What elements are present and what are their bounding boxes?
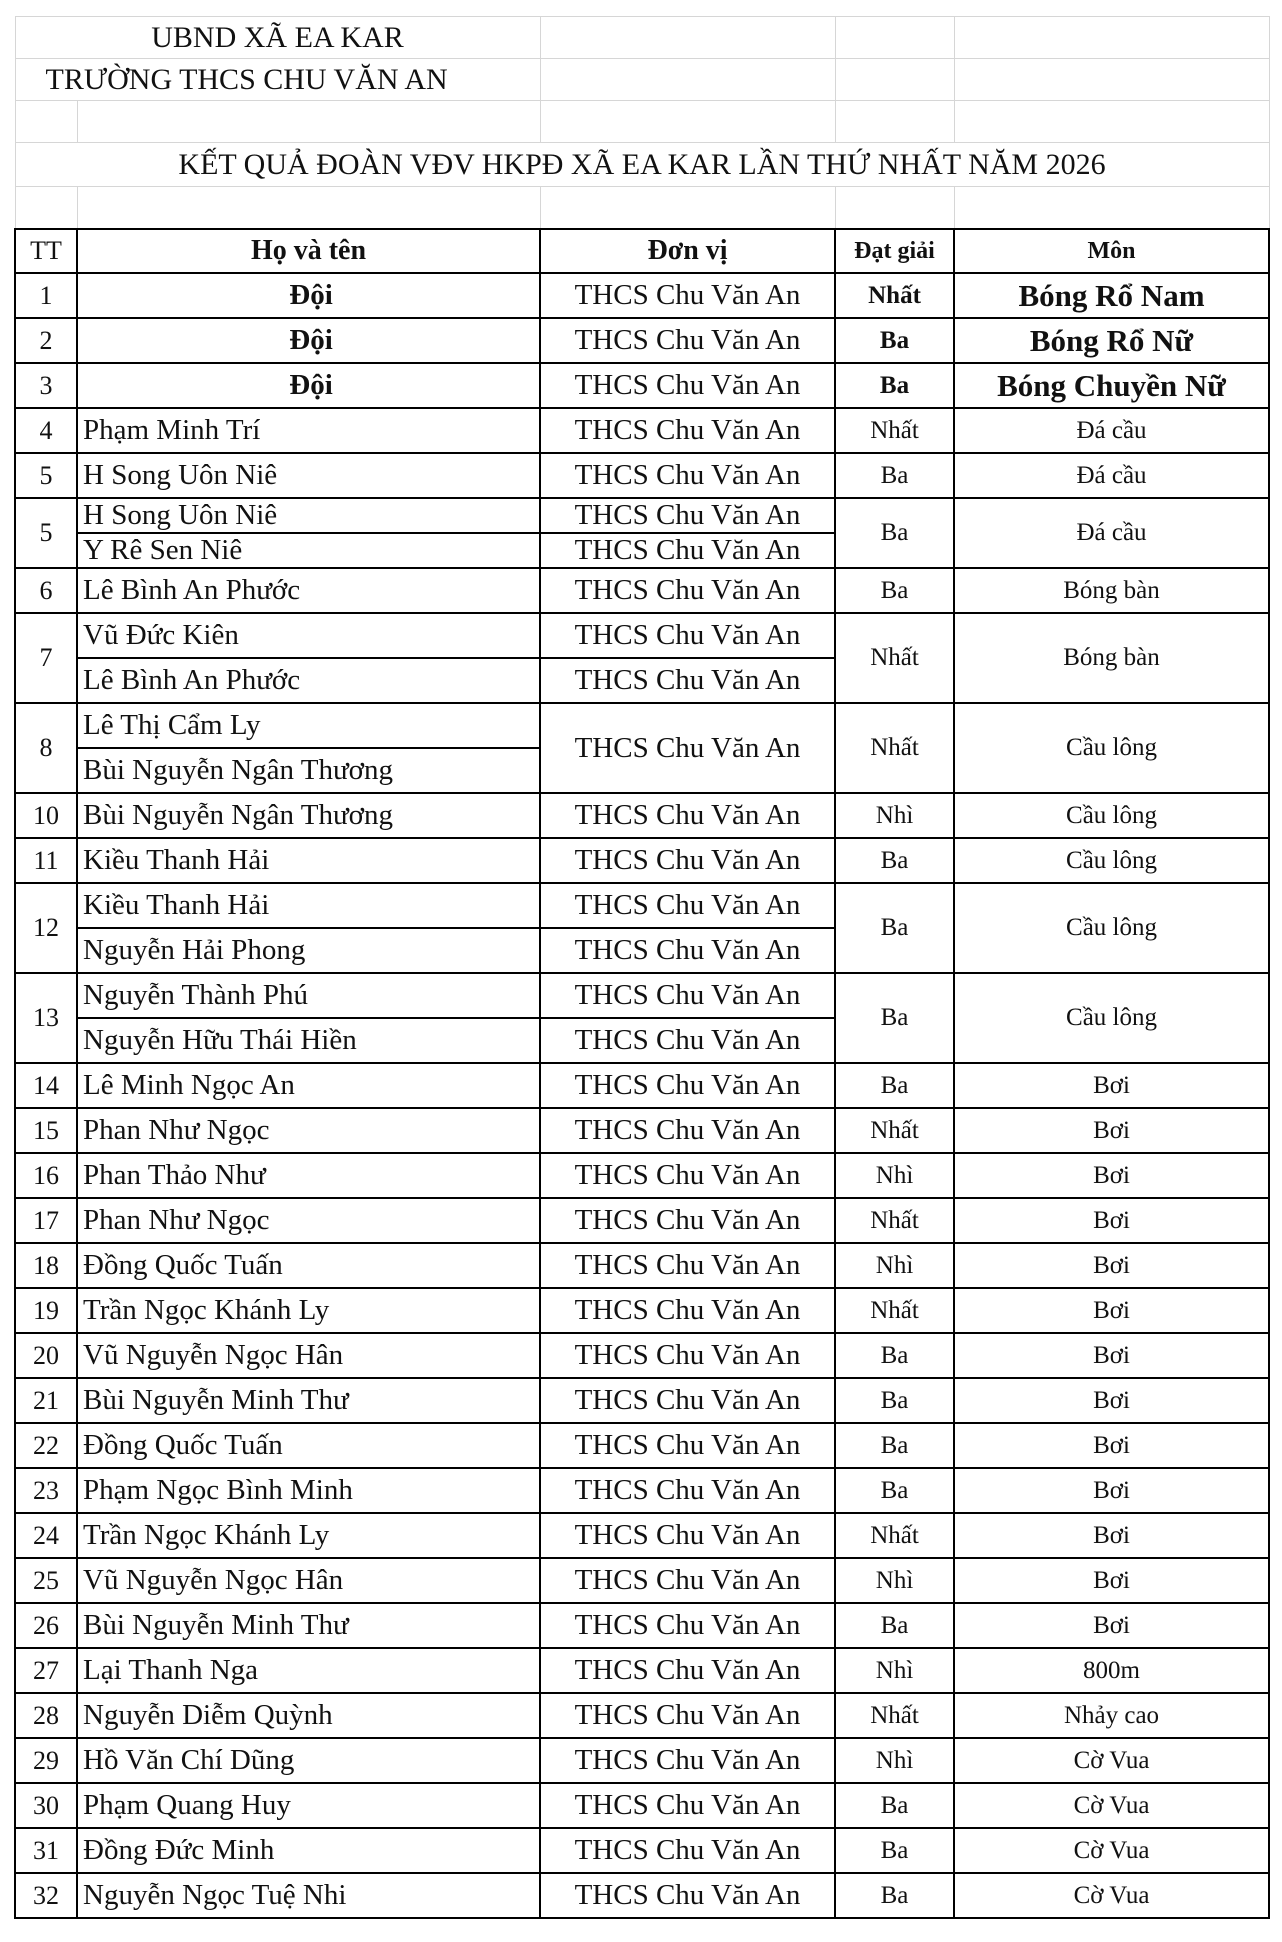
- award-cell[interactable]: Ba: [835, 1378, 954, 1423]
- sport-cell[interactable]: 800m: [954, 1648, 1269, 1693]
- name-cell[interactable]: Phạm Minh Trí: [77, 408, 540, 453]
- table-row: [15, 1873, 1269, 1918]
- award-cell[interactable]: Ba: [835, 1873, 954, 1918]
- name-cell[interactable]: Kiều Thanh Hải: [77, 883, 540, 928]
- row-number-cell[interactable]: 32: [15, 1873, 77, 1918]
- empty-cell[interactable]: [954, 17, 1269, 59]
- unit-cell[interactable]: THCS Chu Văn An: [540, 1468, 835, 1513]
- column-header-tt[interactable]: TT: [15, 229, 77, 273]
- header-row-2: [15, 59, 1269, 101]
- unit-cell[interactable]: THCS Chu Văn An: [540, 453, 835, 498]
- unit-cell[interactable]: THCS Chu Văn An: [540, 1108, 835, 1153]
- sport-cell[interactable]: Bơi: [954, 1063, 1269, 1108]
- name-cell[interactable]: Đồng Quốc Tuấn: [77, 1423, 540, 1468]
- name-cell[interactable]: Phan Thảo Như: [77, 1153, 540, 1198]
- row-number-cell[interactable]: 7: [15, 613, 77, 703]
- award-cell[interactable]: Ba: [835, 318, 954, 363]
- name-cell[interactable]: Hồ Văn Chí Dũng: [77, 1738, 540, 1783]
- table-row: [15, 1513, 1269, 1558]
- sport-cell[interactable]: Cầu lông: [954, 883, 1269, 973]
- row-number-cell[interactable]: 29: [15, 1738, 77, 1783]
- row-number-cell[interactable]: 2: [15, 318, 77, 363]
- results-table: [14, 16, 1270, 1919]
- empty-cell[interactable]: [954, 101, 1269, 143]
- award-cell[interactable]: Ba: [835, 1063, 954, 1108]
- award-cell[interactable]: Nhất: [835, 1513, 954, 1558]
- sport-cell[interactable]: Cầu lông: [954, 793, 1269, 838]
- sport-cell[interactable]: Bơi: [954, 1603, 1269, 1648]
- document-title[interactable]: KẾT QUẢ ĐOÀN VĐV HKPĐ XÃ EA KAR LẦN THỨ NHẤT NĂM 2026: [15, 143, 1269, 187]
- row-number-cell[interactable]: 3: [15, 363, 77, 408]
- unit-cell[interactable]: THCS Chu Văn An: [540, 1423, 835, 1468]
- unit-cell[interactable]: THCS Chu Văn An: [540, 973, 835, 1018]
- table-row: [15, 1693, 1269, 1738]
- name-cell[interactable]: Phan Như Ngọc: [77, 1108, 540, 1153]
- name-cell[interactable]: H Song Uôn Niê: [77, 453, 540, 498]
- name-cell[interactable]: Nguyễn Ngọc Tuệ Nhi: [77, 1873, 540, 1918]
- empty-cell[interactable]: [540, 101, 835, 143]
- table-row: [15, 793, 1269, 838]
- table-row: [15, 1423, 1269, 1468]
- empty-cell[interactable]: [835, 17, 954, 59]
- row-number-cell[interactable]: 8: [15, 703, 77, 793]
- column-header-sport[interactable]: Môn: [954, 229, 1269, 273]
- row-number-cell[interactable]: 18: [15, 1243, 77, 1288]
- award-cell[interactable]: Ba: [835, 363, 954, 408]
- table-row: [15, 1738, 1269, 1783]
- award-cell[interactable]: Nhì: [835, 1648, 954, 1693]
- unit-cell[interactable]: THCS Chu Văn An: [540, 1738, 835, 1783]
- row-number-cell[interactable]: 15: [15, 1108, 77, 1153]
- table-row: [15, 1828, 1269, 1873]
- unit-cell[interactable]: THCS Chu Văn An: [540, 658, 835, 703]
- row-number-cell[interactable]: 11: [15, 838, 77, 883]
- unit-cell[interactable]: THCS Chu Văn An: [540, 703, 835, 793]
- award-cell[interactable]: Ba: [835, 568, 954, 613]
- row-number-cell[interactable]: 13: [15, 973, 77, 1063]
- name-cell[interactable]: Phạm Ngọc Bình Minh: [77, 1468, 540, 1513]
- name-cell[interactable]: Vũ Nguyễn Ngọc Hân: [77, 1333, 540, 1378]
- empty-cell[interactable]: [77, 187, 540, 230]
- sport-cell[interactable]: Cờ Vua: [954, 1783, 1269, 1828]
- unit-cell[interactable]: THCS Chu Văn An: [540, 1288, 835, 1333]
- row-number-cell[interactable]: 26: [15, 1603, 77, 1648]
- header-row-3: [15, 101, 1269, 143]
- sport-cell[interactable]: Bơi: [954, 1243, 1269, 1288]
- table-row: [15, 1243, 1269, 1288]
- table-row: [15, 408, 1269, 453]
- table-row: [15, 1783, 1269, 1828]
- sport-cell[interactable]: Cờ Vua: [954, 1828, 1269, 1873]
- table-row: [15, 1603, 1269, 1648]
- unit-cell[interactable]: THCS Chu Văn An: [540, 1243, 835, 1288]
- unit-cell[interactable]: THCS Chu Văn An: [540, 1783, 835, 1828]
- row-number-cell[interactable]: 5: [15, 498, 77, 568]
- sport-cell[interactable]: Bơi: [954, 1513, 1269, 1558]
- sport-cell[interactable]: Đá cầu: [954, 498, 1269, 568]
- name-cell[interactable]: Phạm Quang Huy: [77, 1783, 540, 1828]
- row-number-cell[interactable]: 12: [15, 883, 77, 973]
- sport-cell[interactable]: Đá cầu: [954, 408, 1269, 453]
- column-header-unit[interactable]: Đơn vị: [540, 229, 835, 273]
- unit-cell[interactable]: THCS Chu Văn An: [540, 613, 835, 658]
- row-number-cell[interactable]: 5: [15, 453, 77, 498]
- row-number-cell[interactable]: 20: [15, 1333, 77, 1378]
- table-row: [15, 363, 1269, 408]
- row-number-cell[interactable]: 19: [15, 1288, 77, 1333]
- header-row-5: [15, 187, 1269, 230]
- unit-cell[interactable]: THCS Chu Văn An: [540, 1513, 835, 1558]
- award-cell[interactable]: Ba: [835, 1423, 954, 1468]
- name-cell[interactable]: Lại Thanh Nga: [77, 1648, 540, 1693]
- unit-cell[interactable]: THCS Chu Văn An: [540, 568, 835, 613]
- table-row: [15, 613, 1269, 658]
- award-cell[interactable]: Nhất: [835, 703, 954, 793]
- name-cell[interactable]: Lê Minh Ngọc An: [77, 1063, 540, 1108]
- name-cell[interactable]: Đồng Quốc Tuấn: [77, 1243, 540, 1288]
- name-cell[interactable]: Bùi Nguyễn Ngân Thương: [77, 748, 540, 793]
- award-cell[interactable]: Nhì: [835, 1738, 954, 1783]
- name-cell[interactable]: Phan Như Ngọc: [77, 1198, 540, 1243]
- row-number-cell[interactable]: 25: [15, 1558, 77, 1603]
- empty-cell[interactable]: [540, 187, 835, 230]
- name-cell[interactable]: Nguyễn Diễm Quỳnh: [77, 1693, 540, 1738]
- row-number-cell[interactable]: 14: [15, 1063, 77, 1108]
- unit-cell[interactable]: THCS Chu Văn An: [540, 1603, 835, 1648]
- unit-cell[interactable]: THCS Chu Văn An: [540, 1063, 835, 1108]
- column-header-name[interactable]: Họ và tên: [77, 229, 540, 273]
- award-cell[interactable]: Nhất: [835, 1108, 954, 1153]
- name-cell[interactable]: Lê Thị Cẩm Ly: [77, 703, 540, 748]
- award-cell[interactable]: Nhất: [835, 408, 954, 453]
- sport-cell[interactable]: Nhảy cao: [954, 1693, 1269, 1738]
- award-cell[interactable]: Ba: [835, 1603, 954, 1648]
- unit-cell[interactable]: THCS Chu Văn An: [540, 363, 835, 408]
- unit-cell[interactable]: THCS Chu Văn An: [540, 1378, 835, 1423]
- name-cell[interactable]: H Song Uôn Niê: [77, 498, 540, 533]
- unit-cell[interactable]: THCS Chu Văn An: [540, 1153, 835, 1198]
- award-cell[interactable]: Ba: [835, 838, 954, 883]
- row-number-cell[interactable]: 10: [15, 793, 77, 838]
- authority-name[interactable]: UBND XÃ EA KAR: [15, 17, 540, 59]
- award-cell[interactable]: Ba: [835, 498, 954, 568]
- empty-cell[interactable]: [77, 101, 540, 143]
- table-row: [15, 1333, 1269, 1378]
- unit-cell[interactable]: THCS Chu Văn An: [540, 318, 835, 363]
- empty-cell[interactable]: [954, 59, 1269, 101]
- award-cell[interactable]: Ba: [835, 453, 954, 498]
- award-cell[interactable]: Ba: [835, 1468, 954, 1513]
- column-header-row: [15, 229, 1269, 273]
- table-row: [15, 1558, 1269, 1603]
- sport-cell[interactable]: Bơi: [954, 1558, 1269, 1603]
- empty-cell[interactable]: [954, 187, 1269, 230]
- table-row: [15, 1288, 1269, 1333]
- award-cell[interactable]: Ba: [835, 1783, 954, 1828]
- sport-cell[interactable]: Cầu lông: [954, 838, 1269, 883]
- name-cell[interactable]: Vũ Đức Kiên: [77, 613, 540, 658]
- award-cell[interactable]: Ba: [835, 883, 954, 973]
- table-row: [15, 1153, 1269, 1198]
- unit-cell[interactable]: THCS Chu Văn An: [540, 883, 835, 928]
- row-number-cell[interactable]: 23: [15, 1468, 77, 1513]
- empty-cell[interactable]: [835, 59, 954, 101]
- row-number-cell[interactable]: 6: [15, 568, 77, 613]
- row-number-cell[interactable]: 16: [15, 1153, 77, 1198]
- sport-cell[interactable]: Bơi: [954, 1153, 1269, 1198]
- unit-cell[interactable]: THCS Chu Văn An: [540, 273, 835, 318]
- unit-cell[interactable]: THCS Chu Văn An: [540, 793, 835, 838]
- header-row-1: [15, 17, 1269, 59]
- table-row: [15, 973, 1269, 1018]
- name-cell[interactable]: Nguyễn Hải Phong: [77, 928, 540, 973]
- name-cell[interactable]: Bùi Nguyễn Minh Thư: [77, 1603, 540, 1648]
- sport-cell[interactable]: Cầu lông: [954, 703, 1269, 793]
- sport-cell[interactable]: Bơi: [954, 1198, 1269, 1243]
- unit-cell[interactable]: THCS Chu Văn An: [540, 1828, 835, 1873]
- table-row: [15, 1468, 1269, 1513]
- name-cell[interactable]: Trần Ngọc Khánh Ly: [77, 1288, 540, 1333]
- row-number-cell[interactable]: 17: [15, 1198, 77, 1243]
- unit-cell[interactable]: THCS Chu Văn An: [540, 1648, 835, 1693]
- sport-cell[interactable]: Bơi: [954, 1423, 1269, 1468]
- award-cell[interactable]: Ba: [835, 973, 954, 1063]
- spreadsheet: [14, 16, 1268, 1919]
- award-cell[interactable]: Ba: [835, 1333, 954, 1378]
- sport-cell[interactable]: Bơi: [954, 1468, 1269, 1513]
- table-row: [15, 453, 1269, 498]
- unit-cell[interactable]: THCS Chu Văn An: [540, 408, 835, 453]
- name-cell[interactable]: Vũ Nguyễn Ngọc Hân: [77, 1558, 540, 1603]
- empty-cell[interactable]: [835, 187, 954, 230]
- row-number-cell[interactable]: 31: [15, 1828, 77, 1873]
- table-row: [15, 498, 1269, 533]
- table-body: [15, 273, 1269, 1918]
- award-cell[interactable]: Ba: [835, 1828, 954, 1873]
- table-row: [15, 318, 1269, 363]
- sport-cell[interactable]: Bóng Rổ Nam: [954, 273, 1269, 318]
- name-cell[interactable]: Lê Bình An Phước: [77, 658, 540, 703]
- table-row: [15, 568, 1269, 613]
- table-row: [15, 273, 1269, 318]
- name-cell[interactable]: Đồng Đức Minh: [77, 1828, 540, 1873]
- sport-cell[interactable]: Bơi: [954, 1333, 1269, 1378]
- unit-cell[interactable]: THCS Chu Văn An: [540, 838, 835, 883]
- table-row: [15, 838, 1269, 883]
- table-row: [15, 703, 1269, 748]
- award-cell[interactable]: Nhì: [835, 793, 954, 838]
- row-number-cell[interactable]: 22: [15, 1423, 77, 1468]
- header-row-4: [15, 143, 1269, 187]
- sheet-header: [15, 17, 1269, 274]
- table-row: [15, 883, 1269, 928]
- sport-cell[interactable]: Bơi: [954, 1108, 1269, 1153]
- name-cell[interactable]: Nguyễn Hữu Thái Hiền: [77, 1018, 540, 1063]
- unit-cell[interactable]: THCS Chu Văn An: [540, 498, 835, 533]
- award-cell[interactable]: Nhất: [835, 1693, 954, 1738]
- name-cell[interactable]: Đội: [77, 273, 540, 318]
- award-cell[interactable]: Nhất: [835, 1198, 954, 1243]
- sport-cell[interactable]: Bóng bàn: [954, 568, 1269, 613]
- award-cell[interactable]: Nhì: [835, 1243, 954, 1288]
- column-header-award[interactable]: Đạt giải: [835, 229, 954, 273]
- sport-cell[interactable]: Bóng Rổ Nữ: [954, 318, 1269, 363]
- name-cell[interactable]: Bùi Nguyễn Ngân Thương: [77, 793, 540, 838]
- sport-cell[interactable]: Bóng Chuyền Nữ: [954, 363, 1269, 408]
- sport-cell[interactable]: Đá cầu: [954, 453, 1269, 498]
- name-cell[interactable]: Đội: [77, 363, 540, 408]
- sport-cell[interactable]: Cờ Vua: [954, 1873, 1269, 1918]
- award-cell[interactable]: Nhất: [835, 613, 954, 703]
- table-row: [15, 1063, 1269, 1108]
- table-row: [15, 1378, 1269, 1423]
- award-cell[interactable]: Nhì: [835, 1558, 954, 1603]
- unit-cell[interactable]: THCS Chu Văn An: [540, 533, 835, 568]
- table-row: [15, 1648, 1269, 1693]
- sport-cell[interactable]: Cầu lông: [954, 973, 1269, 1063]
- row-number-cell[interactable]: 27: [15, 1648, 77, 1693]
- unit-cell[interactable]: THCS Chu Văn An: [540, 1198, 835, 1243]
- row-number-cell[interactable]: 30: [15, 1783, 77, 1828]
- name-cell[interactable]: Kiều Thanh Hải: [77, 838, 540, 883]
- name-cell[interactable]: Lê Bình An Phước: [77, 568, 540, 613]
- unit-cell[interactable]: THCS Chu Văn An: [540, 1018, 835, 1063]
- row-number-cell[interactable]: 4: [15, 408, 77, 453]
- name-cell[interactable]: Bùi Nguyễn Minh Thư: [77, 1378, 540, 1423]
- award-cell[interactable]: Nhất: [835, 1288, 954, 1333]
- unit-cell[interactable]: THCS Chu Văn An: [540, 1873, 835, 1918]
- empty-cell[interactable]: [15, 187, 77, 230]
- row-number-cell[interactable]: 24: [15, 1513, 77, 1558]
- sport-cell[interactable]: Bơi: [954, 1378, 1269, 1423]
- unit-cell[interactable]: THCS Chu Văn An: [540, 1693, 835, 1738]
- sport-cell[interactable]: Bơi: [954, 1288, 1269, 1333]
- award-cell[interactable]: Nhất: [835, 273, 954, 318]
- empty-cell[interactable]: [540, 17, 835, 59]
- empty-cell[interactable]: [15, 101, 77, 143]
- row-number-cell[interactable]: 1: [15, 273, 77, 318]
- sport-cell[interactable]: Bóng bàn: [954, 613, 1269, 703]
- sport-cell[interactable]: Cờ Vua: [954, 1738, 1269, 1783]
- empty-cell[interactable]: [835, 101, 954, 143]
- unit-cell[interactable]: THCS Chu Văn An: [540, 1333, 835, 1378]
- table-row: [15, 1198, 1269, 1243]
- table-row: [15, 1108, 1269, 1153]
- award-cell[interactable]: Nhì: [835, 1153, 954, 1198]
- school-name[interactable]: TRƯỜNG THCS CHU VĂN AN: [15, 59, 540, 101]
- unit-cell[interactable]: THCS Chu Văn An: [540, 1558, 835, 1603]
- row-number-cell[interactable]: 28: [15, 1693, 77, 1738]
- name-cell[interactable]: Trần Ngọc Khánh Ly: [77, 1513, 540, 1558]
- empty-cell[interactable]: [540, 59, 835, 101]
- name-cell[interactable]: Nguyễn Thành Phú: [77, 973, 540, 1018]
- unit-cell[interactable]: THCS Chu Văn An: [540, 928, 835, 973]
- row-number-cell[interactable]: 21: [15, 1378, 77, 1423]
- name-cell[interactable]: Y Rê Sen Niê: [77, 533, 540, 568]
- name-cell[interactable]: Đội: [77, 318, 540, 363]
